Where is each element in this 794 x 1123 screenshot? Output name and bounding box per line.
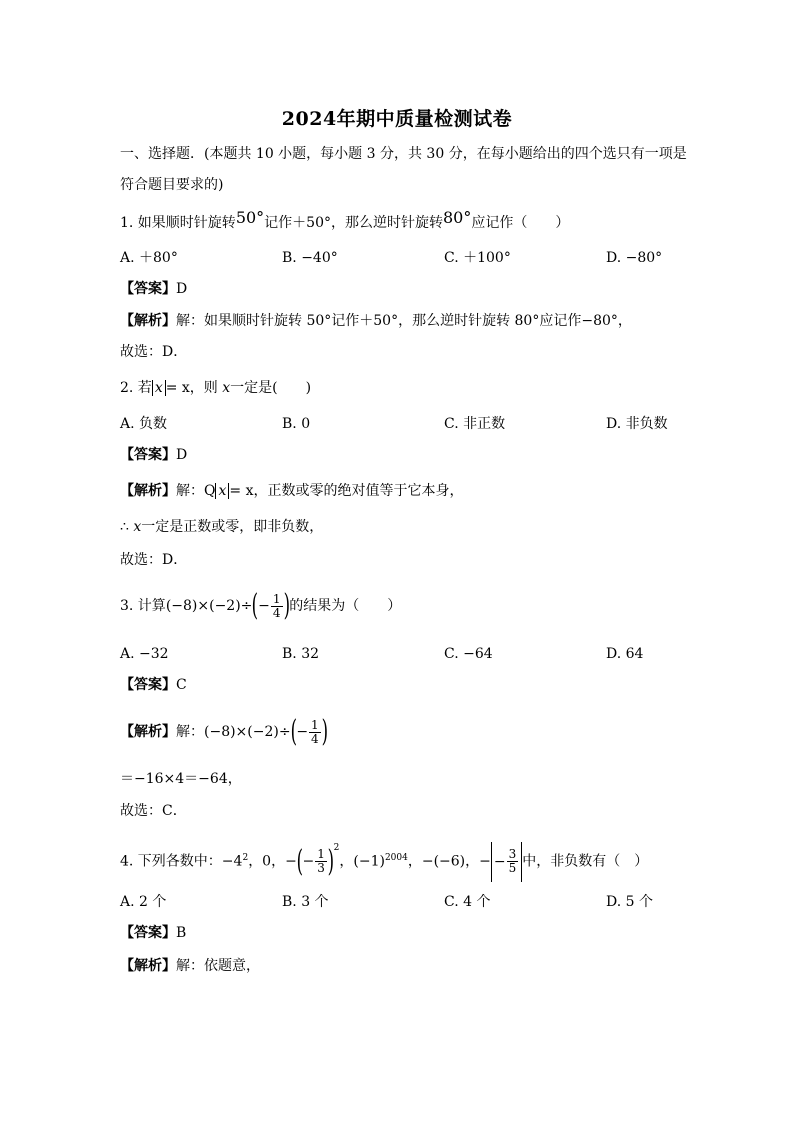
question-4-answer: 【答案】B bbox=[120, 925, 187, 941]
question-3-stem: 3. 计算(−8)×(−2)÷(− $\frac{1}{4}$ )的结果为（ ） bbox=[120, 588, 402, 623]
option-d: D. 64 bbox=[606, 646, 644, 662]
option-a: A. ＋80° bbox=[120, 250, 178, 266]
option-b: B. −40° bbox=[282, 250, 338, 266]
option-c: C. 非正数 bbox=[444, 416, 506, 432]
option-a: A. 负数 bbox=[120, 416, 168, 432]
option-b: B. 32 bbox=[282, 646, 320, 662]
option-b: B. 0 bbox=[282, 416, 311, 432]
section-heading-line-1: 一、选择题．(本题共 10 小题，每小题 3 分，共 30 分，在每小题给出的四个选只有一项是 bbox=[120, 146, 687, 162]
option-d: D. −80° bbox=[606, 250, 663, 266]
page-title: 2024年期中质量检测试卷 bbox=[281, 108, 513, 130]
question-1-analysis: 【解析】解：如果顺时针旋转 50°记作＋50°，那么逆时针旋转 80°应记作−80°， bbox=[120, 313, 632, 329]
fraction: $\frac{1}{4}$ bbox=[272, 591, 281, 620]
question-2-analysis-step: ∴ x一定是正数或零，即非负数， bbox=[120, 519, 324, 535]
question-4-stem: 4. 下列各数中：$-4^2$，0，−(− $\frac{1}{3}$ )$^2$，$(-1)^{2004}$，−(−6)，− − $\frac{3}{5}$ 中，非负数有（ ） bbox=[120, 838, 648, 882]
question-3-conclusion: 故选：C． bbox=[120, 803, 187, 819]
option-a: A. 2 个 bbox=[120, 894, 167, 910]
question-3-options bbox=[120, 644, 680, 664]
question-3-analysis-step: ＝−16×4＝−64， bbox=[120, 771, 242, 787]
option-c: C. ＋100° bbox=[444, 250, 511, 266]
option-d: D. 非负数 bbox=[606, 416, 668, 432]
option-a: A. −32 bbox=[120, 646, 169, 662]
option-c: C. −64 bbox=[444, 646, 493, 662]
question-4-analysis: 【解析】解：依题意， bbox=[120, 958, 260, 974]
absolute-value: − $\frac{3}{5}$ bbox=[491, 842, 522, 882]
option-d: D. 5 个 bbox=[606, 894, 653, 910]
question-4-options bbox=[120, 892, 680, 912]
question-1-options bbox=[120, 248, 680, 268]
section-heading-line-2: 符合题目要求的) bbox=[120, 177, 224, 193]
question-2-options bbox=[120, 414, 680, 434]
option-b: B. 3 个 bbox=[282, 894, 329, 910]
fraction: $\frac{1}{3}$ bbox=[317, 847, 325, 876]
question-2-conclusion: 故选：D． bbox=[120, 552, 188, 568]
question-3-answer: 【答案】C bbox=[120, 677, 187, 693]
question-1-stem: 1. 如果顺时针旋转50°记作＋50°，那么逆时针旋转80°应记作（ ） bbox=[120, 208, 570, 231]
fraction: $\frac{1}{4}$ bbox=[311, 717, 319, 746]
question-3-analysis: 【解析】解：(−8)×(−2)÷(− $\frac{1}{4}$ ) bbox=[120, 714, 328, 749]
fraction: $\frac{3}{5}$ bbox=[508, 847, 517, 876]
question-1-answer: 【答案】D bbox=[120, 281, 188, 297]
option-c: C. 4 个 bbox=[444, 894, 491, 910]
question-2-stem: 2. 若 x = x，则 x一定是( ) bbox=[120, 380, 312, 396]
question-2-analysis: 【解析】解：Q x = x，正数或零的绝对值等于它本身， bbox=[120, 483, 464, 499]
question-2-answer: 【答案】D bbox=[120, 447, 188, 463]
question-1-conclusion: 故选：D． bbox=[120, 344, 188, 360]
